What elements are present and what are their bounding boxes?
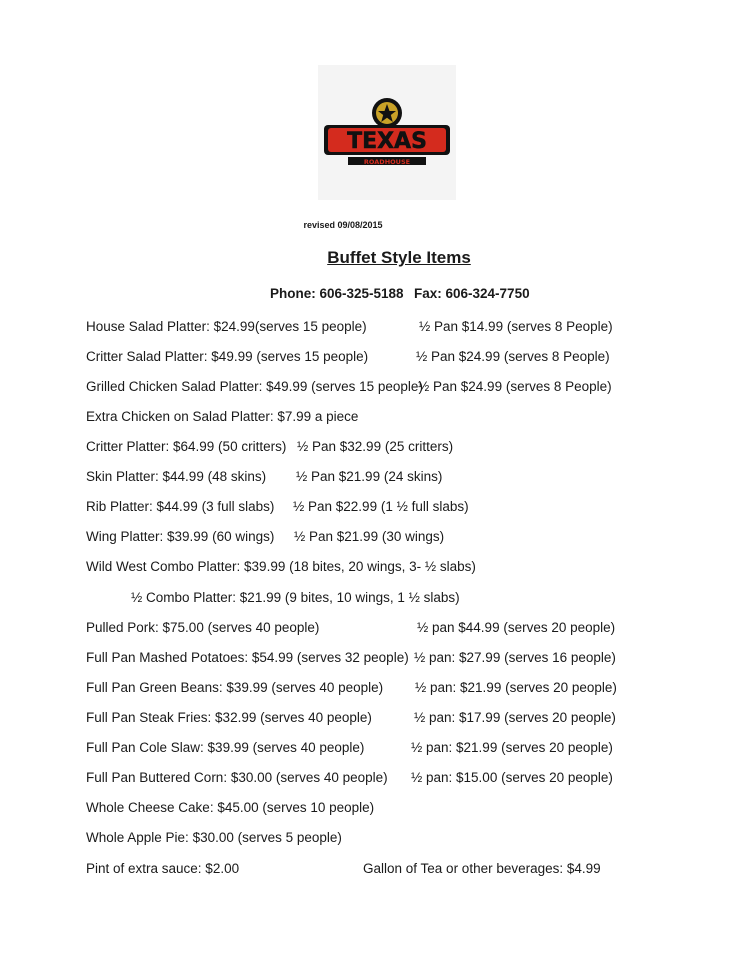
menu-item: Critter Salad Platter: $49.99 (serves 15 people) bbox=[86, 349, 369, 364]
menu-row bbox=[0, 469, 746, 489]
menu-item: ½ Combo Platter: $21.99 (9 bites, 10 wings, 1 ½ slabs) bbox=[131, 590, 460, 605]
menu-item: Whole Cheese Cake: $45.00 (serves 10 people) bbox=[86, 800, 375, 815]
logo-graphic bbox=[318, 65, 456, 200]
menu-item: Whole Apple Pie: $30.00 (serves 5 people) bbox=[86, 830, 342, 845]
menu-item: Full Pan Mashed Potatoes: $54.99 (serves 32 people) bbox=[86, 650, 409, 665]
menu-row bbox=[0, 650, 746, 670]
logo-subtext: ROADHOUSE bbox=[363, 158, 411, 166]
menu-row bbox=[0, 529, 746, 549]
menu-item: Grilled Chicken Salad Platter: $49.99 (serves 15 people) bbox=[86, 379, 423, 394]
menu-item: House Salad Platter: $24.99(serves 15 people) bbox=[86, 319, 367, 334]
menu-row bbox=[0, 499, 746, 519]
revised-date: revised 09/08/2015 bbox=[303, 220, 383, 230]
menu-row bbox=[0, 379, 746, 399]
menu-row bbox=[0, 559, 746, 579]
menu-row bbox=[0, 861, 746, 881]
menu-row bbox=[0, 740, 746, 760]
menu-row bbox=[0, 349, 746, 369]
half-pan-item: ½ Pan $21.99 (24 skins) bbox=[296, 469, 443, 484]
half-pan-item: ½ Pan $24.99 (serves 8 People) bbox=[418, 379, 612, 394]
half-pan-item: ½ pan $44.99 (serves 20 people) bbox=[417, 620, 616, 635]
half-pan-item: ½ pan: $21.99 (serves 20 people) bbox=[415, 680, 617, 695]
half-pan-item: ½ Pan $14.99 (serves 8 People) bbox=[419, 319, 613, 334]
menu-row bbox=[0, 680, 746, 700]
menu-row bbox=[0, 319, 746, 339]
beverage-item: Gallon of Tea or other beverages: $4.99 bbox=[363, 861, 601, 876]
half-pan-item: ½ pan: $15.00 (serves 20 people) bbox=[411, 770, 613, 785]
menu-row bbox=[0, 830, 746, 850]
menu-row bbox=[0, 770, 746, 790]
menu-item: Full Pan Buttered Corn: $30.00 (serves 40 people) bbox=[86, 770, 388, 785]
menu-item: Full Pan Green Beans: $39.99 (serves 40 people) bbox=[86, 680, 384, 695]
texas-roadhouse-logo bbox=[318, 65, 456, 200]
half-pan-item: ½ Pan $21.99 (30 wings) bbox=[294, 529, 445, 544]
half-pan-item: ½ Pan $24.99 (serves 8 People) bbox=[416, 349, 610, 364]
fax-number: Fax: 606-324-7750 bbox=[414, 286, 530, 301]
phone-number: Phone: 606-325-5188 bbox=[270, 286, 404, 301]
half-pan-item: ½ pan: $21.99 (serves 20 people) bbox=[411, 740, 613, 755]
menu-item: Rib Platter: $44.99 (3 full slabs) bbox=[86, 499, 275, 514]
page-title: Buffet Style Items bbox=[327, 248, 471, 267]
half-pan-item: ½ pan: $27.99 (serves 16 people) bbox=[414, 650, 616, 665]
menu-row bbox=[0, 710, 746, 730]
menu-item: Full Pan Steak Fries: $32.99 (serves 40 people) bbox=[86, 710, 372, 725]
menu-item: Full Pan Cole Slaw: $39.99 (serves 40 people) bbox=[86, 740, 365, 755]
menu-row bbox=[0, 620, 746, 640]
menu-row bbox=[0, 800, 746, 820]
half-pan-item: ½ Pan $22.99 (1 ½ full slabs) bbox=[293, 499, 469, 514]
half-pan-item: ½ Pan $32.99 (25 critters) bbox=[297, 439, 454, 454]
menu-item: Pulled Pork: $75.00 (serves 40 people) bbox=[86, 620, 320, 635]
menu-item: Skin Platter: $44.99 (48 skins) bbox=[86, 469, 267, 484]
menu-item: Wild West Combo Platter: $39.99 (18 bites, 20 wings, 3- ½ slabs) bbox=[86, 559, 476, 574]
menu-item: Pint of extra sauce: $2.00 bbox=[86, 861, 240, 876]
menu-item: Extra Chicken on Salad Platter: $7.99 a piece bbox=[86, 409, 359, 424]
logo-text: TEXAS bbox=[347, 129, 427, 154]
menu-item: Critter Platter: $64.99 (50 critters) bbox=[86, 439, 287, 454]
menu-row bbox=[0, 409, 746, 429]
menu-item: Wing Platter: $39.99 (60 wings) bbox=[86, 529, 275, 544]
half-pan-item: ½ pan: $17.99 (serves 20 people) bbox=[414, 710, 616, 725]
menu-row bbox=[0, 439, 746, 459]
menu-row bbox=[0, 590, 746, 610]
